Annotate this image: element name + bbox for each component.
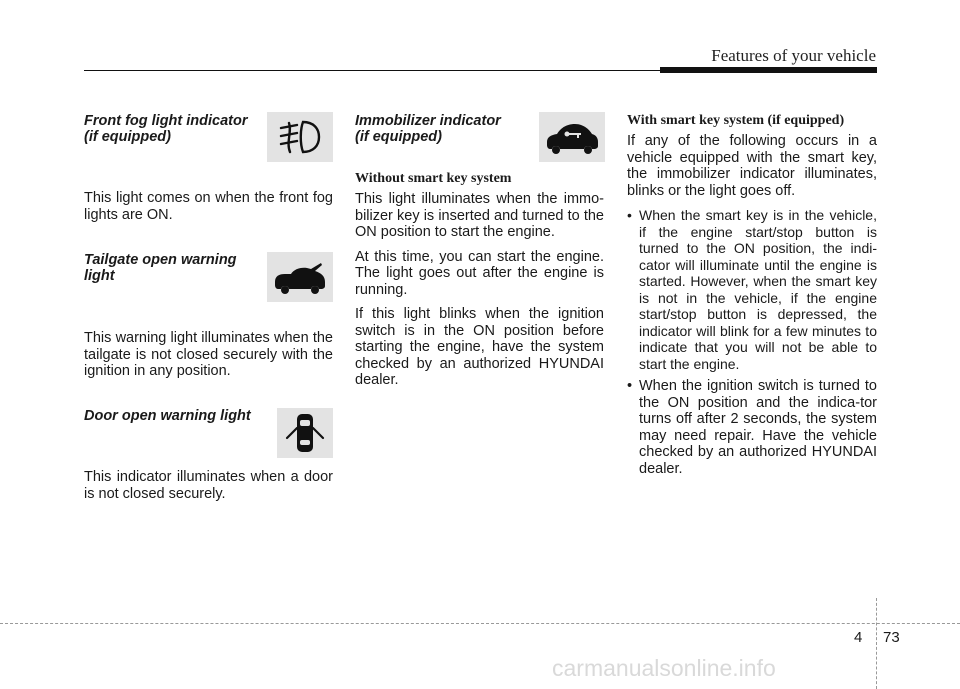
immobilizer-icon xyxy=(539,112,605,162)
list-item: • When the smart key is in the vehicle, if the engine start/stop button is turned to the ON position, the indi-cator will illuminate until the engine is started. However, when the smart key is not in the vehicle, if the engine start/stop button is depressed, the indicator will blink for a few minutes to indicate that you will not be able to start the engine. xyxy=(627,207,877,372)
door-open-body: This indicator illuminates when a door is not closed securely. xyxy=(84,469,333,502)
without-smart-key-subheading: Without smart key system xyxy=(355,171,512,186)
immobilizer-body: This light illuminates when the immo-bilizer key is inserted and turned to the ON position to start the engine. At this time, you can start the engine. The light goes out after the engine is running. If this light blinks when the ignition switch is in the ON position before starting the engine, have the system checked by an authorized HYUNDAI dealer. xyxy=(355,191,604,388)
front-fog-heading: Front fog light indicator (if equipped) xyxy=(84,113,248,145)
door-open-heading: Door open warning light xyxy=(84,408,251,424)
tailgate-body: This warning light illuminates when the tailgate is not closed securely with the ignition in any position. xyxy=(84,330,333,379)
immobilizer-heading: Immobilizer indicator (if equipped) xyxy=(355,113,501,145)
header-rule-thick xyxy=(660,67,877,73)
front-fog-body: This light comes on when the front fog lights are ON. xyxy=(84,190,333,223)
smart-key-body: If any of the following occurs in a vehicle equipped with the smart key, the immobilizer indicator illuminates, blinks or the light goes off. • When the smart key is in the vehicle, if the engine start/stop button is turned to the ON position, the indi-cator will illuminate until the engine is started. However, when the smart key is not in the vehicle, if the engine start/stop button is depressed, the indicator will blink for a few minutes to indicate that you will not be able to start the engine. • When the ignition switch is turned to the ON position and the indica-tor turns off after 2 seconds, the system may need repair. Have the vehicle checked by an authorized HYUNDAI dealer. xyxy=(627,133,877,483)
smart-key-subheading: With smart key system (if equipped) xyxy=(627,113,845,128)
watermark: carmanualsonline.info xyxy=(552,655,776,681)
page-number: 73 xyxy=(883,629,900,646)
door-open-icon xyxy=(277,408,333,458)
tailgate-heading: Tailgate open warning light xyxy=(84,252,237,284)
front-fog-light-icon xyxy=(267,112,333,162)
header-title: Features of your vehicle xyxy=(711,46,876,65)
smart-key-bullet-list xyxy=(627,207,877,477)
header-rule xyxy=(84,70,662,71)
chapter-number: 4 xyxy=(854,629,863,646)
tailgate-open-icon xyxy=(267,252,333,302)
list-item: • When the ignition switch is turned to the ON position and the indica-tor turns off after 2 seconds, the system may need repair. Have the vehicle checked by an authorized HYUNDAI dealer. xyxy=(627,378,877,477)
footer-rule xyxy=(0,623,960,624)
footer-divider xyxy=(876,598,877,689)
